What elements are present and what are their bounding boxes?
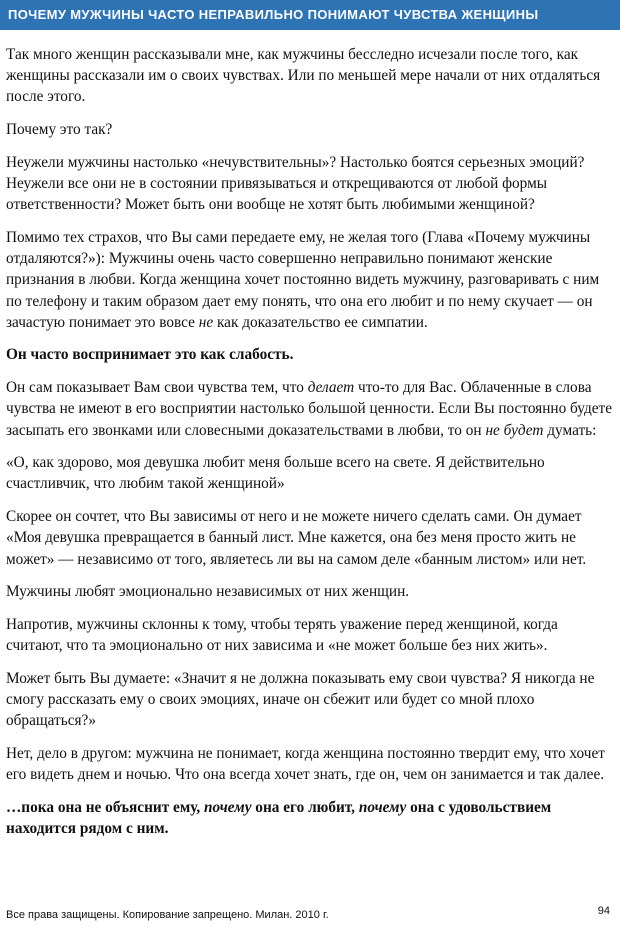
chapter-title: ПОЧЕМУ МУЖЧИНЫ ЧАСТО НЕПРАВИЛЬНО ПОНИМАЮТ ЧУВСТВА ЖЕНЩИНЫ xyxy=(8,7,539,22)
paragraph-1: Так много женщин рассказывали мне, как мужчины бесследно исчезали после того, как женщины рассказали им о своих чувствах. Или по меньшей мере начали от них отдаляться после этого. xyxy=(6,46,601,106)
paragraph-6-text-c: думать: xyxy=(543,421,597,439)
paragraph-6-emphasis-2: не будет xyxy=(485,421,544,439)
paragraph-6-emphasis-1: делает xyxy=(307,379,355,397)
paragraph-10: Напротив, мужчины склонны к тому, чтобы терять уважение перед женщиной, когда считают, что та эмоционально от них зависима и «не может больше без них жить». xyxy=(6,615,558,655)
paragraph-4-emphasis: не xyxy=(198,313,214,331)
paragraph-4-text-a: Помимо тех страхов, что Вы сами передаете ему, не желая того (Глава «Почему мужчины отдаляются?»): Мужчины очень часто совершенно неправильно понимают женские признания в любви. Когда женщина хочет постоянно видеть мужчину, разговаривать с ним по телефону и таким образом дает ему понять, что она его любит и по нему скучает — он зачастую понимает это вовсе xyxy=(6,228,600,331)
paragraph-4 xyxy=(6,227,614,333)
paragraph-3: Неужели мужчины настолько «нечувствительны»? Настолько боятся серьезных эмоций? Неужели все они не в состоянии привязываться и открещиваются от любой формы ответственности? Может быть они вообще не хотят быть любимыми женщиной? xyxy=(6,153,585,214)
page-number: 94 xyxy=(597,905,610,917)
paragraph-13-text-b: она его любит, xyxy=(251,798,359,816)
paragraph-13-emphasis-1: почему xyxy=(204,798,252,816)
paragraph-12: Нет, дело в другом: мужчина не понимает, когда женщина постоянно твердит ему, что хочет его видеть днем и ночью. Что она всегда хочет знать, где он, чем он занимается и так далее. xyxy=(6,744,605,784)
paragraph-13-text-c: она с удовольствием находится рядом с ним. xyxy=(6,798,552,838)
paragraph-13-emphasis-2: почему xyxy=(358,798,407,816)
paragraph-9: Мужчины любят эмоционально независимых от них женщин. xyxy=(6,583,410,601)
chapter-header-bar xyxy=(0,0,620,30)
paragraph-8: Скорее он сочтет, что Вы зависимы от него и не можете ничего сделать сами. Он думает «Моя девушка превращается в банный лист. Мне кажется, она без меня просто жить не может» — независимо от того, являетесь ли вы на самом деле «банным листом» или нет. xyxy=(6,508,587,568)
paragraph-6 xyxy=(6,377,614,441)
paragraph-6-text-a: Он сам показывает Вам свои чувства тем, что xyxy=(6,379,308,397)
paragraph-4-text-b: как доказательство ее симпатии. xyxy=(213,313,428,331)
paragraph-11: Может быть Вы думаете: «Значит я не должна показывать ему свои чувства? Я никогда не смогу рассказать ему о своих эмоциях, иначе он сбежит или будет со мной плохо обращаться?» xyxy=(6,669,595,730)
page-body xyxy=(6,44,614,851)
paragraph-7-quote: «О, как здорово, моя девушка любит меня больше всего на свете. Я действительно счастливчик, что любим такой женщиной» xyxy=(6,454,545,493)
paragraph-6-text-b: что-то для Вас. Облаченные в слова чувства не имеют в его восприятии настолько большой ценности. Если Вы постоянно будете засыпать его звонками или словесными доказательствами в любви, то он xyxy=(6,379,612,439)
paragraph-13-bold xyxy=(6,797,614,839)
paragraph-13-text-a: …пока она не объяснит ему, xyxy=(6,798,205,816)
paragraph-2: Почему это так? xyxy=(6,121,113,139)
copyright-footer: Все права защищены. Копирование запрещено. Милан. 2010 г. xyxy=(6,909,329,921)
paragraph-5-bold: Он часто воспринимает это как слабость. xyxy=(6,346,294,364)
